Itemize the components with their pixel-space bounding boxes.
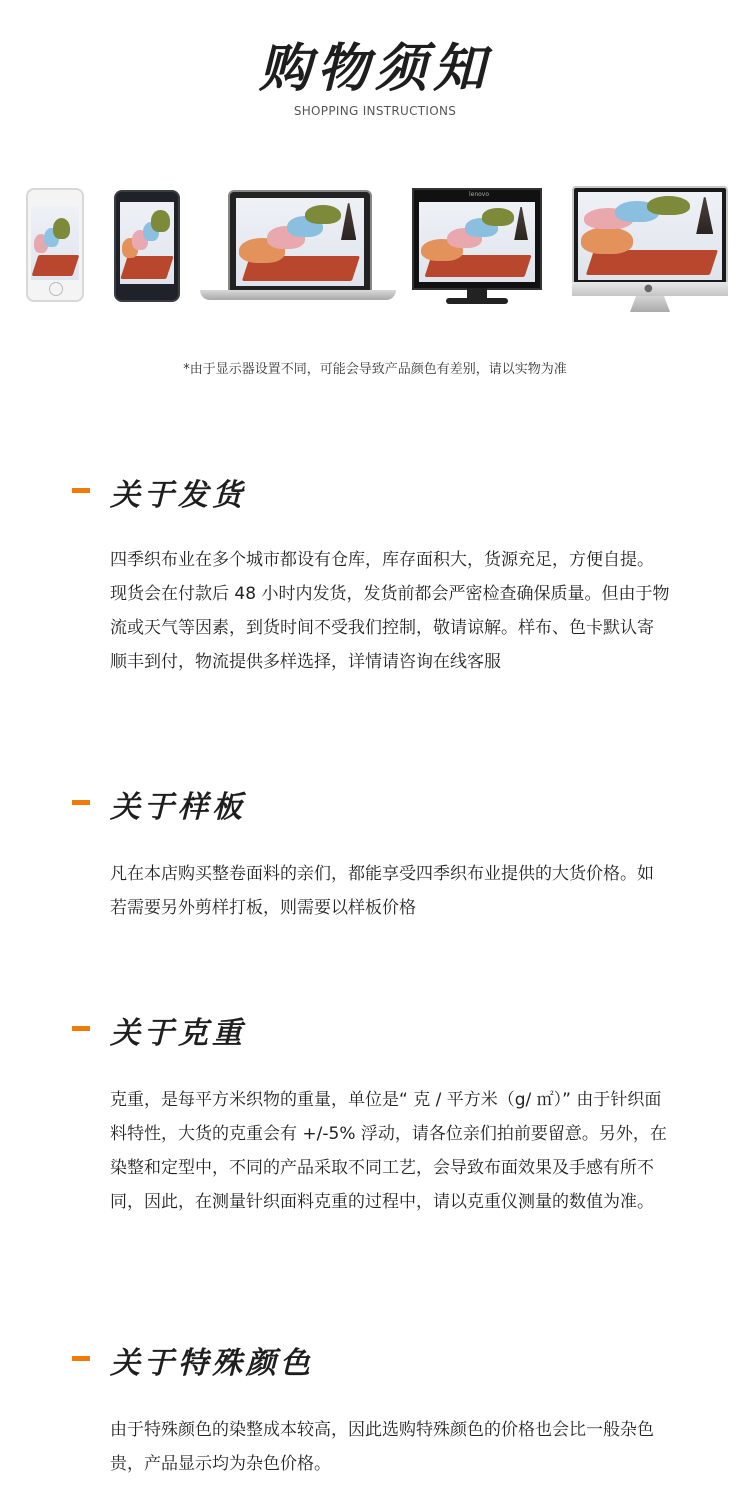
section-title: 关于样板	[110, 790, 246, 825]
section-title: 关于特殊颜色	[110, 1346, 314, 1381]
section-body-samples: 凡在本店购买整卷面料的亲们，都能享受四季织布业提供的大货价格。如若需要另外剪样打板，则需要以样板价格	[110, 864, 654, 918]
fabric-photo	[578, 192, 722, 280]
page-subtitle: SHOPPING INSTRUCTIONS	[293, 104, 457, 118]
laptop-image	[200, 190, 396, 310]
black-phone-image	[114, 190, 180, 302]
fabric-photo	[236, 198, 364, 286]
section-title: 关于克重	[110, 1016, 246, 1051]
accent-dash	[72, 800, 90, 805]
page-title: 购物须知	[258, 38, 491, 99]
fabric-photo	[120, 202, 174, 284]
accent-dash	[72, 1356, 90, 1361]
monitor-image	[412, 188, 542, 312]
accent-dash	[72, 488, 90, 493]
imac-image	[572, 186, 728, 318]
section-body-shipping: 四季织布业在多个城市都设有仓库，库存面积大，货源充足，方便自提。现货会在付款后 48 小时内发货，发货前都会严密检查确保质量。但由于物流或天气等因素，到货时间不受我们控制，敬请谅解。样布、色卡默认寄顺丰到付，物流提供多样选择，详情请咨询在线客服	[110, 550, 670, 672]
apple-icon: ●	[644, 283, 653, 294]
color-disclaimer: *由于显示器设置不同，可能会导致产品颜色有差别，请以实物为准	[183, 362, 567, 377]
monitor-brand: lenovo	[468, 191, 490, 198]
fabric-photo	[419, 202, 535, 282]
section-body-special-colors: 由于特殊颜色的染整成本较高，因此选购特殊颜色的价格也会比一般杂色贵，产品显示均为杂色价格。	[110, 1420, 654, 1474]
accent-dash	[72, 1026, 90, 1031]
section-body-weight: 克重，是每平方米织物的重量，单位是“ 克 / 平方米（g/ ㎡）” 由于针织面料特性，大货的克重会有 +/-5% 浮动，请各位亲们拍前要留意。另外，在染整和定型中，不同的产品采取不同工艺，会导致布面效果及手感有所不同，因此，在测量针织面料克重的过程中，请以克重仪测量的数值为准。	[110, 1090, 667, 1212]
fabric-photo	[31, 206, 79, 280]
white-phone-image	[26, 188, 84, 302]
section-title: 关于发货	[110, 478, 246, 513]
device-preview-row	[0, 180, 750, 330]
